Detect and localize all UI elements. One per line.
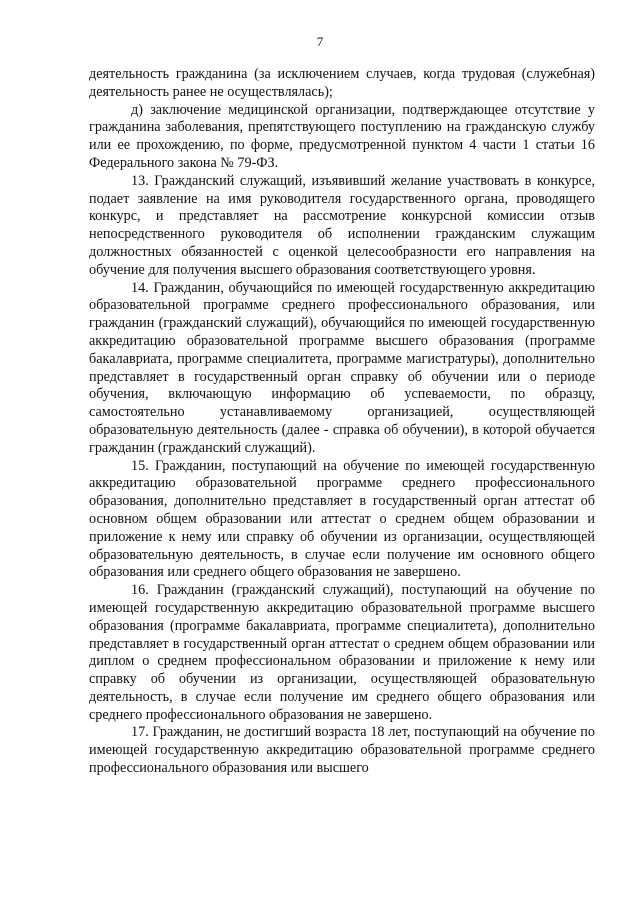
paragraph-16: 16. Гражданин (гражданский служащий), поступающий на обучение по имеющей государственную аккредитацию образовательной программе высшего образования (программе бакалавриата, программе специалитета), дополнительно представляет в государственный орган аттестат о среднем общем образовании или диплом о среднем профессиональном образовании и приложение к нему или справку об обучении из организации, осуществляющей образовательную деятельность, в случае если получение им среднего общего образования или среднего профессионального образования не завершено. <box>89 582 595 723</box>
paragraph-13: 13. Гражданский служащий, изъявивший желание участвовать в конкурсе, подает заявление на имя руководителя государственного органа, проводящего конкурс, и представляет на рассмотрение конкурсной комиссии отзыв непосредственного руководителя об исполнении гражданским служащим должностных обязанностей с оценкой целесообразности его направления на обучение для получения высшего образования соответствующего уровня. <box>89 172 595 278</box>
paragraph-d: д) заключение медицинской организации, подтверждающее отсутствие у гражданина заболевания, препятствующего поступлению на гражданскую службу или ее прохождению, по форме, предусмотренной пунктом 4 части 1 статьи 16 Федерального закона № 79-ФЗ. <box>89 101 595 171</box>
paragraph-continuation: деятельность гражданина (за исключением случаев, когда трудовая (служебная) деятельность ранее не осуществлялась); <box>89 66 595 100</box>
body-text <box>89 66 595 778</box>
paragraph-14: 14. Гражданин, обучающийся по имеющей государственную аккредитацию образовательной программе среднего профессионального образования, или гражданин (гражданский служащий), обучающийся по имеющей государственную аккредитацию образовательной программе высшего образования (программе бакалавриата, программе специалитета, программе магистратуры), дополнительно представляет в государственный орган справку об обучении или о периоде обучения, включающую информацию об успеваемости, по образцу, самостоятельно устанавливаемому организацией, осуществляющей образовательную деятельность (далее - справка об обучении), в которой обучается гражданин (гражданский служащий). <box>89 279 595 456</box>
page-number: 7 <box>316 34 324 49</box>
paragraph-15: 15. Гражданин, поступающий на обучение по имеющей государственную аккредитацию образовательной программе среднего профессионального образования, дополнительно представляет в государственный орган аттестат об основном общем образовании или аттестат о среднем общем образовании и приложение к нему или справку об обучении из организации, осуществляющей образовательную деятельность, в случае если получение им основного общего образования или среднего общего образования не завершено. <box>89 457 595 581</box>
paragraph-17: 17. Гражданин, не достигший возраста 18 лет, поступающий на обучение по имеющей государственную аккредитацию образовательной программе среднего профессионального образования или высшего <box>89 724 595 777</box>
